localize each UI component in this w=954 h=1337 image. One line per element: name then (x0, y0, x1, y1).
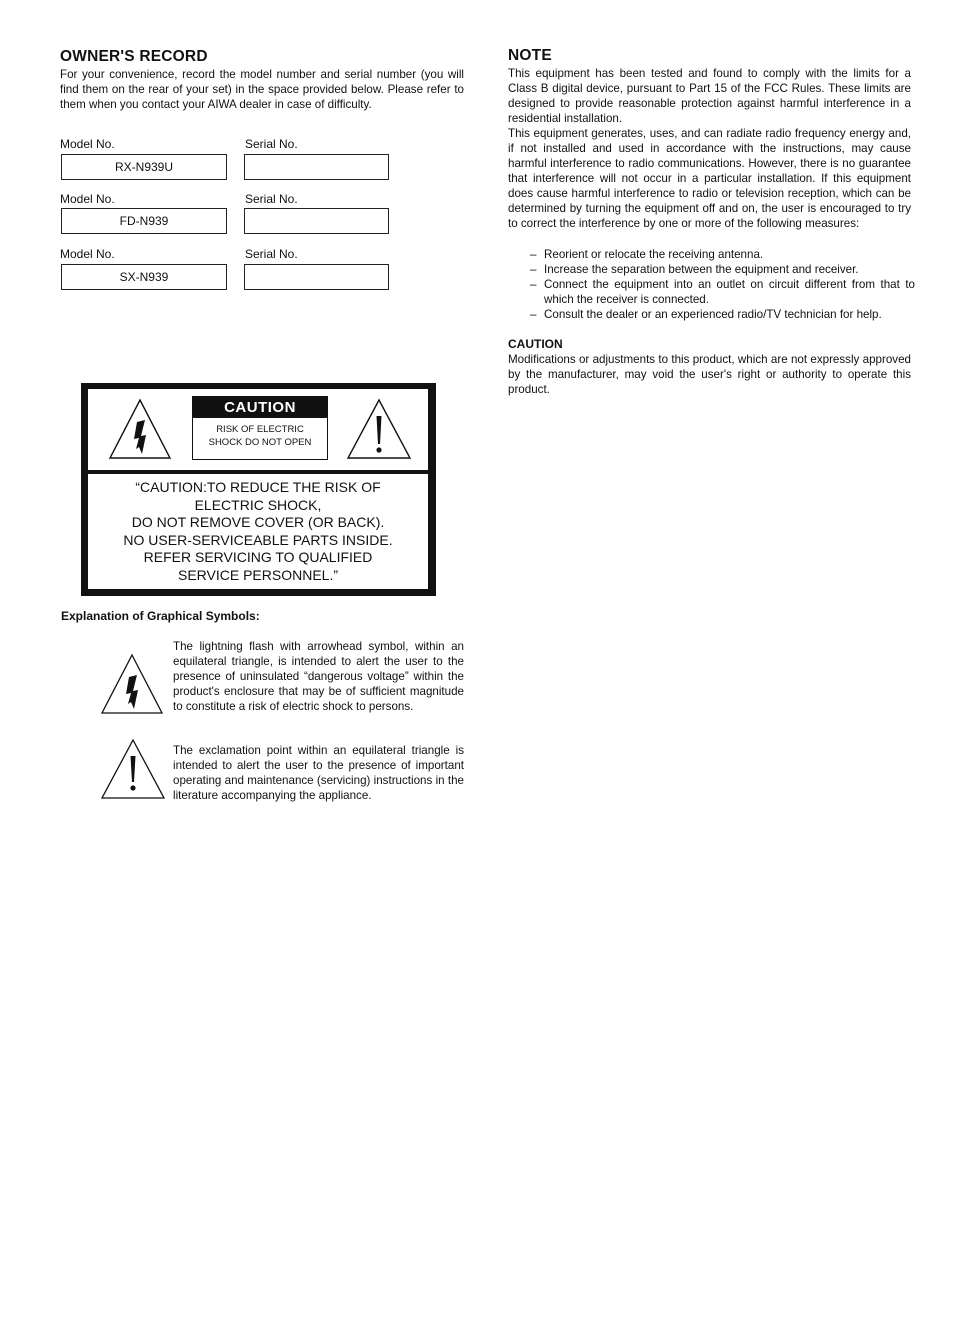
caution-warning-text (88, 474, 428, 589)
caution-panel-header (88, 389, 428, 470)
caution-subtext-line: SHOCK DO NOT OPEN (208, 437, 312, 448)
caution-line: “CAUTION:TO REDUCE THE RISK OF (135, 479, 381, 495)
model-label: Model No. (60, 247, 115, 261)
serial-number-field[interactable] (244, 154, 389, 180)
owners-record-intro: For your convenience, record the model number and serial number (you will find them on the rear of your set) in the space provided below. Please refer to them when you contact your AIWA dealer in case of difficulty. (60, 68, 464, 111)
list-item: – Increase the separation between the equipment and receiver. (530, 262, 915, 277)
lightning-symbol-explanation: The lightning flash with arrowhead symbol, within an equilateral triangle, is intended to alert the user to the presence of uninsulated “dangerous voltage” within the product's enclosure that may be of sufficient magnitude to constitute a risk of electric shock to persons. (173, 640, 464, 713)
lightning-symbol-icon (100, 653, 164, 715)
caution-label-subtext (193, 418, 327, 449)
caution-label-heading: CAUTION (193, 397, 327, 418)
note-title: NOTE (508, 47, 552, 64)
fcc-caution-text: Modifications or adjustments to this product, which are not expressly approved by the manufacturer, may void the user's right or authority to operate this product. (508, 353, 911, 396)
model-label: Model No. (60, 192, 115, 206)
serial-label: Serial No. (245, 247, 298, 261)
model-number-field[interactable]: RX-N939U (61, 154, 227, 180)
fcc-caution-title: CAUTION (508, 337, 563, 351)
caution-line: NO USER-SERVICEABLE PARTS INSIDE. (123, 531, 393, 548)
exclamation-warning-icon (346, 398, 412, 460)
exclamation-symbol-icon (100, 738, 166, 800)
note-paragraph: This equipment generates, uses, and can radiate radio frequency energy and, if not installed and used in accordance with the instructions, may cause harmful interference to radio communications. However, there is no guarantee that interference will not occur in a particular installation. If this equipment does cause harmful interference to radio or television reception, which can be determined by turning the equipment off and on, the user is encouraged to try to correct the interference by one or more of the following measures: (508, 127, 911, 230)
serial-label: Serial No. (245, 137, 298, 151)
explanation-title: Explanation of Graphical Symbols: (61, 609, 260, 623)
serial-label: Serial No. (245, 192, 298, 206)
list-item: – Consult the dealer or an experienced radio/TV technician for help. (530, 307, 915, 322)
serial-number-field[interactable] (244, 264, 389, 290)
caution-label (192, 396, 328, 460)
lightning-warning-icon (108, 398, 172, 460)
model-label: Model No. (60, 137, 115, 151)
note-paragraph: This equipment has been tested and found to comply with the limits for a Class B digital device, pursuant to Part 15 of the FCC Rules. These limits are designed to provide reasonable protection against harmful interference in a residential installation. (508, 67, 911, 125)
caution-subtext-line: RISK OF ELECTRIC (216, 424, 304, 435)
list-item: – Connect the equipment into an outlet on circuit different from that to which the receiver is connected. (530, 277, 915, 307)
model-number-field[interactable]: SX-N939 (61, 264, 227, 290)
caution-panel (81, 383, 436, 596)
model-number-field[interactable]: FD-N939 (61, 208, 227, 234)
measures-list (530, 247, 915, 322)
owners-record-title: OWNER'S RECORD (60, 48, 208, 65)
exclamation-symbol-explanation: The exclamation point within an equilateral triangle is intended to alert the user to the presence of important operating and maintenance (servicing) instructions in the literature accompanying the appliance. (173, 744, 464, 802)
caution-line: DO NOT REMOVE COVER (OR BACK). (131, 514, 385, 530)
caution-line: ELECTRIC SHOCK, (194, 496, 322, 513)
serial-number-field[interactable] (244, 208, 389, 234)
caution-line: REFER SERVICING TO QUALIFIED (143, 549, 373, 565)
caution-line: SERVICE PERSONNEL.” (177, 566, 338, 583)
list-item: – Reorient or relocate the receiving antenna. (530, 247, 915, 262)
